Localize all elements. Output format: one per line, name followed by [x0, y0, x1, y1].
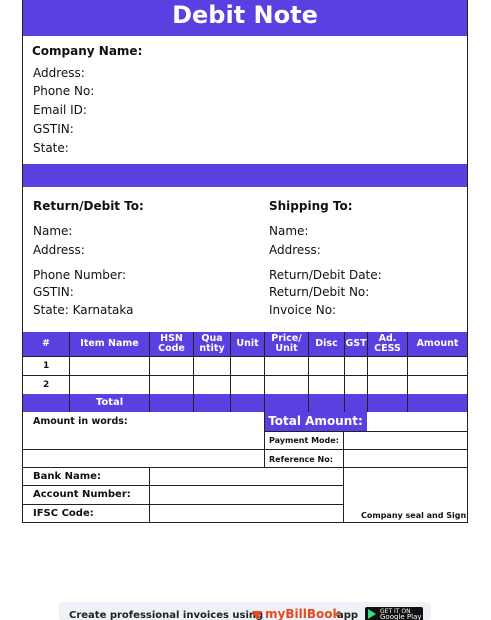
- payment-mode-label: Payment Mode:: [269, 436, 339, 445]
- document-title: Debit Note: [23, 0, 467, 36]
- return-phone-label: Phone Number:: [33, 268, 127, 282]
- promo-text: Create professional invoices using: [69, 610, 264, 620]
- debit-note-sheet: [22, 0, 468, 523]
- header-amount: Amount: [416, 338, 459, 349]
- header-price-unit: Price/ Unit: [271, 333, 302, 354]
- ifsc-code-label: IFSC Code:: [33, 508, 94, 519]
- company-gstin-label: GSTIN:: [33, 122, 74, 136]
- table-row-1-number: 1: [43, 361, 50, 371]
- return-to-heading: Return/Debit To:: [33, 199, 144, 213]
- header-cess: Ad. CESS: [374, 333, 401, 354]
- return-name-label: Name:: [33, 224, 73, 238]
- reference-number-label: Reference No:: [269, 455, 333, 464]
- account-number-label: Account Number:: [33, 489, 131, 500]
- google-play-badge[interactable]: [365, 607, 423, 620]
- header-number: #: [42, 338, 50, 349]
- header-item-name: Item Name: [80, 338, 139, 349]
- return-debit-date-label: Return/Debit Date:: [269, 268, 382, 282]
- table-total-label: Total: [95, 397, 124, 408]
- return-address-label: Address:: [33, 243, 85, 257]
- company-address-label: Address:: [33, 66, 85, 80]
- play-store-icon: [368, 609, 376, 619]
- header-hsn-code: HSN Code: [158, 333, 185, 354]
- shipping-to-heading: Shipping To:: [269, 199, 353, 213]
- return-gstin-label: GSTIN:: [33, 285, 74, 299]
- amount-in-words-label: Amount in words:: [33, 416, 128, 427]
- company-name-label: Company Name:: [32, 44, 143, 58]
- header-discount: Disc: [315, 338, 338, 349]
- table-row-2-number: 2: [43, 380, 50, 390]
- shipping-address-label: Address:: [269, 243, 321, 257]
- company-email-label: Email ID:: [33, 103, 87, 117]
- shipping-name-label: Name:: [269, 224, 309, 238]
- bank-name-label: Bank Name:: [33, 471, 101, 482]
- header-quantity: Qua ntity: [199, 333, 225, 354]
- total-amount-label: Total Amount:: [268, 414, 363, 428]
- return-state-label: State: Karnataka: [33, 303, 134, 317]
- company-phone-label: Phone No:: [33, 84, 95, 98]
- company-state-label: State:: [33, 141, 69, 155]
- brand-name: myBillBook: [265, 607, 341, 620]
- separator-band: [23, 164, 467, 187]
- invoice-number-label: Invoice No:: [269, 303, 337, 317]
- return-debit-number-label: Return/Debit No:: [269, 285, 370, 299]
- header-unit: Unit: [236, 338, 259, 349]
- store-top-text: GET IT ON: [380, 608, 411, 615]
- header-gst: GST: [345, 338, 367, 349]
- company-seal-label: Company seal and Sign: [361, 511, 467, 520]
- promo-banner[interactable]: [59, 602, 431, 620]
- mybillbook-logo-icon: [252, 611, 262, 620]
- promo-suffix: app: [337, 610, 359, 620]
- store-name-text: Google Play: [380, 613, 422, 620]
